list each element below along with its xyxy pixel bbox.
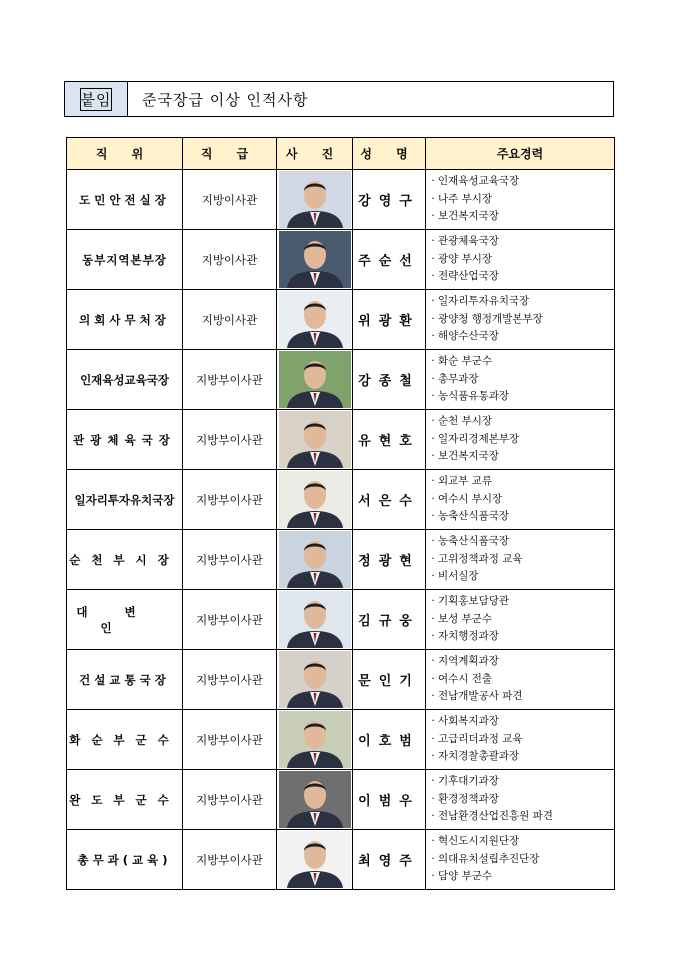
personnel-table — [66, 137, 615, 890]
portrait-photo — [279, 471, 351, 528]
photo-cell — [277, 230, 353, 290]
grade-cell: 지방부이사관 — [183, 410, 277, 470]
table-row — [67, 470, 615, 530]
name-cell: 이호범 — [353, 710, 426, 770]
header-name: 성 명 — [353, 138, 426, 170]
name-cell: 문인기 — [353, 650, 426, 710]
portrait-photo — [279, 291, 351, 348]
career-item: · 보건복지국장 — [428, 448, 614, 466]
position-cell: 관광체육국장 — [67, 410, 183, 470]
table-row — [67, 290, 615, 350]
table-row — [67, 590, 615, 650]
position-cell: 일자리투자유치국장 — [67, 470, 183, 530]
career-item: · 외교부 교류 — [428, 473, 614, 491]
header-photo: 사 진 — [277, 138, 353, 170]
career-item: · 인재육성교육국장 — [428, 173, 614, 191]
career-item: · 화순 부군수 — [428, 353, 614, 371]
title-box — [64, 81, 614, 117]
name-cell: 주순선 — [353, 230, 426, 290]
career-cell — [426, 770, 615, 830]
career-cell — [426, 830, 615, 890]
career-item: · 의대유치설립추진단장 — [428, 851, 614, 869]
position-cell: 건설교통국장 — [67, 650, 183, 710]
career-cell — [426, 230, 615, 290]
career-item: · 보성 부군수 — [428, 611, 614, 629]
career-item: · 고위정책과정 교육 — [428, 551, 614, 569]
position-cell: 대변인 — [67, 590, 183, 650]
grade-cell: 지방이사관 — [183, 170, 277, 230]
position-cell: 인재육성교육국장 — [67, 350, 183, 410]
table-row — [67, 410, 615, 470]
header-career: 주요경력 — [426, 138, 615, 170]
career-item: · 전략산업국장 — [428, 268, 614, 286]
career-item: · 자치경찰총괄과장 — [428, 748, 614, 766]
position-cell: 총무과(교육) — [67, 830, 183, 890]
career-item: · 환경정책과장 — [428, 791, 614, 809]
career-item: · 전남개발공사 파견 — [428, 688, 614, 706]
table-header-row — [67, 138, 615, 170]
photo-cell — [277, 590, 353, 650]
position-cell: 순천부시장 — [67, 530, 183, 590]
grade-cell: 지방부이사관 — [183, 650, 277, 710]
career-cell — [426, 470, 615, 530]
career-cell — [426, 170, 615, 230]
table-row — [67, 650, 615, 710]
photo-cell — [277, 170, 353, 230]
grade-cell: 지방부이사관 — [183, 830, 277, 890]
portrait-photo — [279, 771, 351, 828]
position-cell: 완도부군수 — [67, 770, 183, 830]
career-item: · 비서실장 — [428, 568, 614, 586]
table-row — [67, 710, 615, 770]
name-cell: 이범우 — [353, 770, 426, 830]
grade-cell: 지방부이사관 — [183, 770, 277, 830]
career-cell — [426, 710, 615, 770]
portrait-photo — [279, 591, 351, 648]
table-row — [67, 170, 615, 230]
photo-cell — [277, 350, 353, 410]
career-item: · 순천 부시장 — [428, 413, 614, 431]
table-row — [67, 830, 615, 890]
photo-cell — [277, 830, 353, 890]
career-item: · 광양청 행정개발본부장 — [428, 311, 614, 329]
photo-cell — [277, 770, 353, 830]
career-item: · 자치행정과장 — [428, 628, 614, 646]
career-item: · 지역계획과장 — [428, 653, 614, 671]
career-item: · 전남환경산업진흥원 파견 — [428, 808, 614, 826]
career-item: · 담양 부군수 — [428, 868, 614, 886]
grade-cell: 지방부이사관 — [183, 470, 277, 530]
table-row — [67, 230, 615, 290]
career-item: · 농식품유통과장 — [428, 388, 614, 406]
position-cell: 의회사무처장 — [67, 290, 183, 350]
grade-cell: 지방부이사관 — [183, 590, 277, 650]
portrait-photo — [279, 651, 351, 708]
career-item: · 총무과장 — [428, 371, 614, 389]
name-cell: 김규웅 — [353, 590, 426, 650]
photo-cell — [277, 530, 353, 590]
career-item: · 광양 부시장 — [428, 251, 614, 269]
career-cell — [426, 590, 615, 650]
name-cell: 강종철 — [353, 350, 426, 410]
career-item: · 나주 부시장 — [428, 191, 614, 209]
position-cell: 동부지역본부장 — [67, 230, 183, 290]
portrait-photo — [279, 231, 351, 288]
career-item: · 여수시 전출 — [428, 671, 614, 689]
career-item: · 관광체육국장 — [428, 233, 614, 251]
table-row — [67, 530, 615, 590]
career-item: · 일자리경제본부장 — [428, 431, 614, 449]
name-cell: 정광현 — [353, 530, 426, 590]
photo-cell — [277, 710, 353, 770]
career-cell — [426, 530, 615, 590]
page-title: 준국장급 이상 인적사항 — [142, 90, 309, 109]
name-cell: 서은수 — [353, 470, 426, 530]
attachment-tag-label: 붙임 — [80, 88, 113, 111]
name-cell: 위광환 — [353, 290, 426, 350]
photo-cell — [277, 470, 353, 530]
career-item: · 해양수산국장 — [428, 328, 614, 346]
career-item: · 농축산식품국장 — [428, 533, 614, 551]
name-cell: 최영주 — [353, 830, 426, 890]
photo-cell — [277, 410, 353, 470]
career-item: · 고급리더과정 교육 — [428, 731, 614, 749]
career-cell — [426, 410, 615, 470]
career-cell — [426, 290, 615, 350]
portrait-photo — [279, 531, 351, 588]
photo-cell — [277, 290, 353, 350]
grade-cell: 지방부이사관 — [183, 710, 277, 770]
career-cell — [426, 650, 615, 710]
portrait-photo — [279, 831, 351, 888]
career-item: · 기후대기과장 — [428, 773, 614, 791]
header-grade: 직 급 — [183, 138, 277, 170]
attachment-tag — [65, 82, 128, 116]
career-item: · 보건복지국장 — [428, 208, 614, 226]
portrait-photo — [279, 711, 351, 768]
table-row — [67, 770, 615, 830]
career-cell — [426, 350, 615, 410]
header-position: 직 위 — [67, 138, 183, 170]
career-item: · 농축산식품국장 — [428, 508, 614, 526]
name-cell: 강영구 — [353, 170, 426, 230]
portrait-photo — [279, 171, 351, 228]
position-cell: 화순부군수 — [67, 710, 183, 770]
grade-cell: 지방부이사관 — [183, 530, 277, 590]
career-item: · 여수시 부시장 — [428, 491, 614, 509]
career-item: · 기획홍보담당관 — [428, 593, 614, 611]
grade-cell: 지방부이사관 — [183, 350, 277, 410]
grade-cell: 지방이사관 — [183, 290, 277, 350]
grade-cell: 지방이사관 — [183, 230, 277, 290]
photo-cell — [277, 650, 353, 710]
portrait-photo — [279, 351, 351, 408]
career-item: · 사회복지과장 — [428, 713, 614, 731]
position-cell: 도민안전실장 — [67, 170, 183, 230]
name-cell: 유현호 — [353, 410, 426, 470]
table-row — [67, 350, 615, 410]
career-item: · 혁신도시지원단장 — [428, 833, 614, 851]
portrait-photo — [279, 411, 351, 468]
career-item: · 일자리투자유치국장 — [428, 293, 614, 311]
